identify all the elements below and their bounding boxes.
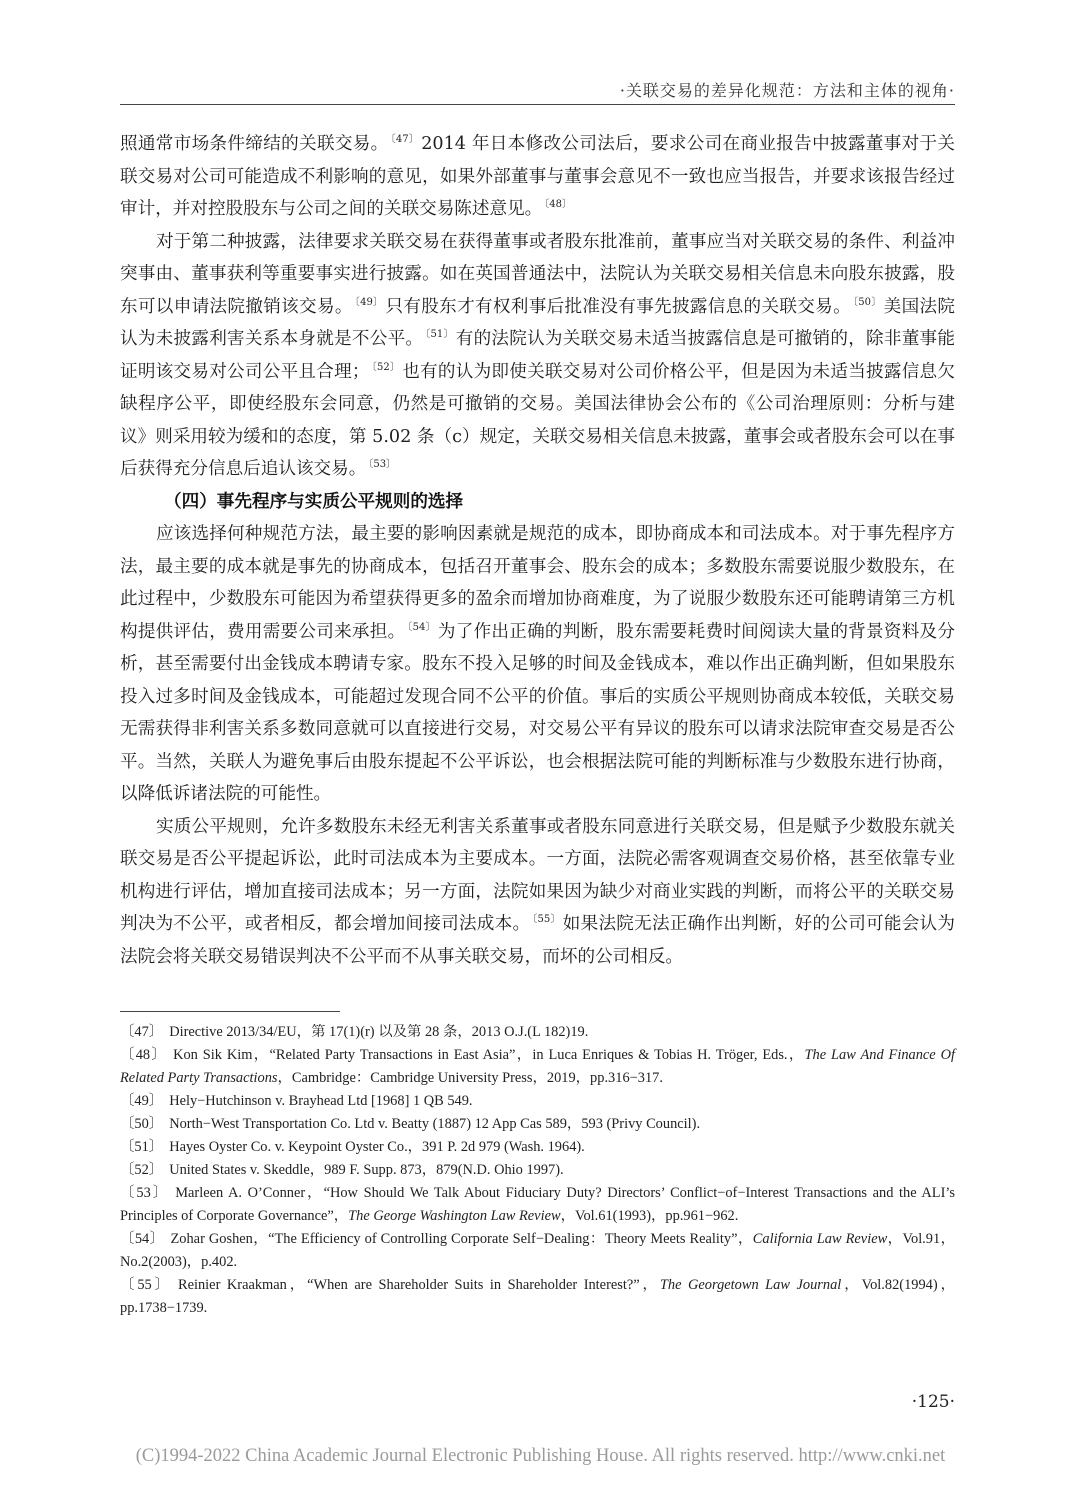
footnote-ref-48[interactable]: 〔48〕 <box>544 199 572 210</box>
footnote-number: 〔51〕 <box>120 1139 164 1155</box>
text: 也有的认为即使关联交易对公司价格公平，但是因为未适当披露信息欠缺程序公平，即使经股东会同意，仍然是可撤销的交易。美国法律协会公布的《公司治理原则：分析与建议》则采用较为缓和的态度，第 5.02 条（c）规定，关联交易相关信息未披露，董事会或者股东会可以在事后获得充分信息后追认该交易。 <box>120 361 955 479</box>
text: 有的法院认为关联交易未适当披露信息是可撤销的，除非董事能证明该交易对公司公平且合理； <box>120 329 955 382</box>
footnote-text: Zohar Goshen，“The Efficiency of Controlling Corporate Self−Dealing：Theory Meets Reality”， <box>170 1231 753 1247</box>
footnote-text: ，Vol.91，No.2(2003)，p.402. <box>120 1231 956 1270</box>
article-body <box>120 128 955 973</box>
footnote-ref-47[interactable]: 〔47〕 <box>390 134 420 145</box>
copyright-notice: (C)1994-2022 China Academic Journal Electronic Publishing House. All rights reserved. http://www.cnki.net <box>135 1446 946 1466</box>
footnote-journal-title: The George Washington Law Review <box>348 1208 561 1224</box>
footnote-54 <box>120 1228 955 1274</box>
text: 为了作出正确的判断，股东需要耗费时间阅读大量的背景资料及分析，甚至需要付出金钱成本聘请专家。股东不投入足够的时间及金钱成本，难以作出正确判断，但如果股东投入过多时间及金钱成本，可能超过发现合同不公平的价值。事后的实质公平规则协商成本较低，关联交易无需获得非利害关系多数同意就可以直接进行交易，对交易公平有异议的股东可以请求法院审查交易是否公平。当然，关联人为避免事后由股东提起不公平诉讼，也会根据法院可能的判断标准与少数股东进行协商，以降低诉诸法院的可能性。 <box>120 621 955 804</box>
footnote-47 <box>120 1021 955 1044</box>
text: 如果法院无法正确作出判断，好的公司可能会认为法院会将关联交易错误判决不公平而不从事关联交易，而坏的公司相反。 <box>120 914 955 967</box>
footnote-number: 〔50〕 <box>120 1116 164 1132</box>
text: 2014 年日本修改公司法后，要求公司在商业报告中披露董事对于关联交易对公司可能造成不利影响的意见，如果外部董事与董事会意见不一致也应当报告，并要求该报告经过审计，并对控股股东与公司之间的关联交易陈述意见。 <box>120 134 955 219</box>
footnote-number: 〔47〕 <box>120 1024 164 1040</box>
running-header: ·关联交易的差异化规范：方法和主体的视角· <box>619 81 955 100</box>
text: 只有股东才有权利事后批准没有事先披露信息的关联交易。 <box>385 296 851 317</box>
footnote-number: 〔53〕 <box>120 1185 170 1201</box>
footnote-ref-50[interactable]: 〔50〕 <box>853 296 882 308</box>
footnote-ref-53[interactable]: 〔53〕 <box>368 459 397 470</box>
page-number: ·125· <box>911 1392 955 1412</box>
footnote-number: 〔55〕 <box>120 1277 172 1293</box>
footnote-text: United States v. Skeddle，989 F. Supp. 873，879(N.D. Ohio 1997). <box>169 1162 564 1178</box>
footnote-number: 〔52〕 <box>120 1162 164 1178</box>
footnote-number: 〔49〕 <box>120 1093 164 1109</box>
text: 美国法院认为未披露利害关系本身就是不公平。 <box>120 296 955 349</box>
text: 实质公平规则，允许多数股东未经无利害关系董事或者股东同意进行关联交易，但是赋予少数股东就关联交易是否公平提起诉讼，此时司法成本为主要成本。一方面，法院必需客观调查交易价格，甚至依靠专业机构进行评估，增加直接司法成本；另一方面，法院如果因为缺少对商业实践的判断，而将公平的关联交易判决为不公平，或者相反，都会增加间接司法成本。 <box>120 816 955 934</box>
text: 应该选择何种规范方法，最主要的影响因素就是规范的成本，即协商成本和司法成本。对于事先程序方法，最主要的成本就是事先的协商成本，包括召开董事会、股东会的成本；多数股东需要说服少数股东，在此过程中，少数股东可能因为希望获得更多的盈余而增加协商难度，为了说服少数股东还可能聘请第三方机构提供评估，费用需要公司来承担。 <box>120 524 955 642</box>
footnote-text: ，Vol.61(1993)，pp.961−962. <box>560 1208 739 1224</box>
footnote-50 <box>120 1113 955 1136</box>
footnote-ref-54[interactable]: 〔54〕 <box>407 621 436 633</box>
footnote-text: Kon Sik Kim，“Related Party Transactions in East Asia”，in Luca Enriques & Tobias H. Tröger, Eds.， <box>173 1047 805 1063</box>
paragraph-4 <box>120 811 955 974</box>
section-heading: （四）事先程序与实质公平规则的选择 <box>164 490 464 512</box>
paragraph-2 <box>120 226 955 486</box>
footnote-text: Hely−Hutchinson v. Brayhead Ltd [1968] 1 QB 549. <box>169 1093 473 1109</box>
footnote-53 <box>120 1182 955 1228</box>
footnote-ref-55[interactable]: 〔55〕 <box>532 914 561 925</box>
footnote-text: ，Vol.82(1994)，pp.1738−1739. <box>120 1277 955 1316</box>
footnote-ref-52[interactable]: 〔52〕 <box>371 361 401 373</box>
header-rule <box>120 104 955 105</box>
paragraph-3 <box>120 518 955 811</box>
footnote-text: Hayes Oyster Co. v. Keypoint Oyster Co.，391 P. 2d 979 (Wash. 1964). <box>169 1139 585 1155</box>
footnote-ref-49[interactable]: 〔49〕 <box>354 296 384 308</box>
footnote-journal-title: The Georgetown Law Journal <box>659 1277 842 1293</box>
text: 对于第二种披露，法律要求关联交易在获得董事或者股东批准前，董事应当对关联交易的条件、利益冲突事由、董事获利等重要事实进行披露。如在英国普通法中，法院认为关联交易相关信息未向股东披露，股东可以申请法院撤销该交易。 <box>120 231 955 317</box>
footnotes <box>120 1021 955 1320</box>
footnote-ref-51[interactable]: 〔51〕 <box>425 329 454 340</box>
footnote-51 <box>120 1136 955 1159</box>
text: 照通常市场条件缔结的关联交易。 <box>120 134 389 154</box>
footnote-52 <box>120 1159 955 1182</box>
footnote-text: Reinier Kraakman，“When are Shareholder Suits in Shareholder Interest?”， <box>178 1277 660 1293</box>
footnote-number: 〔48〕 <box>120 1047 168 1063</box>
footnote-48 <box>120 1044 955 1090</box>
footnote-journal-title: California Law Review <box>752 1231 888 1247</box>
footnote-book-title: The Law And Finance Of Related Party Transactions <box>120 1047 955 1086</box>
footnote-55 <box>120 1274 955 1320</box>
footnote-text: ，Cambridge：Cambridge University Press，2019，pp.316−317. <box>277 1070 663 1086</box>
footnote-rule <box>120 1011 340 1012</box>
footnote-49 <box>120 1090 955 1113</box>
footnote-text: Marleen A. O’Conner，“How Should We Talk About Fiduciary Duty? Directors’ Conflict−of−Interest Transactions and the ALI’s Principles of Corporate Governance”， <box>120 1185 955 1224</box>
footnote-text: Directive 2013/34/EU，第 17(1)(r) 以及第 28 条，2013 O.J.(L 182)19. <box>169 1024 589 1040</box>
footnote-text: North−West Transportation Co. Ltd v. Beatty (1887) 12 App Cas 589，593 (Privy Council). <box>169 1116 701 1132</box>
paragraph-1 <box>120 128 955 226</box>
footnote-number: 〔54〕 <box>120 1231 165 1247</box>
